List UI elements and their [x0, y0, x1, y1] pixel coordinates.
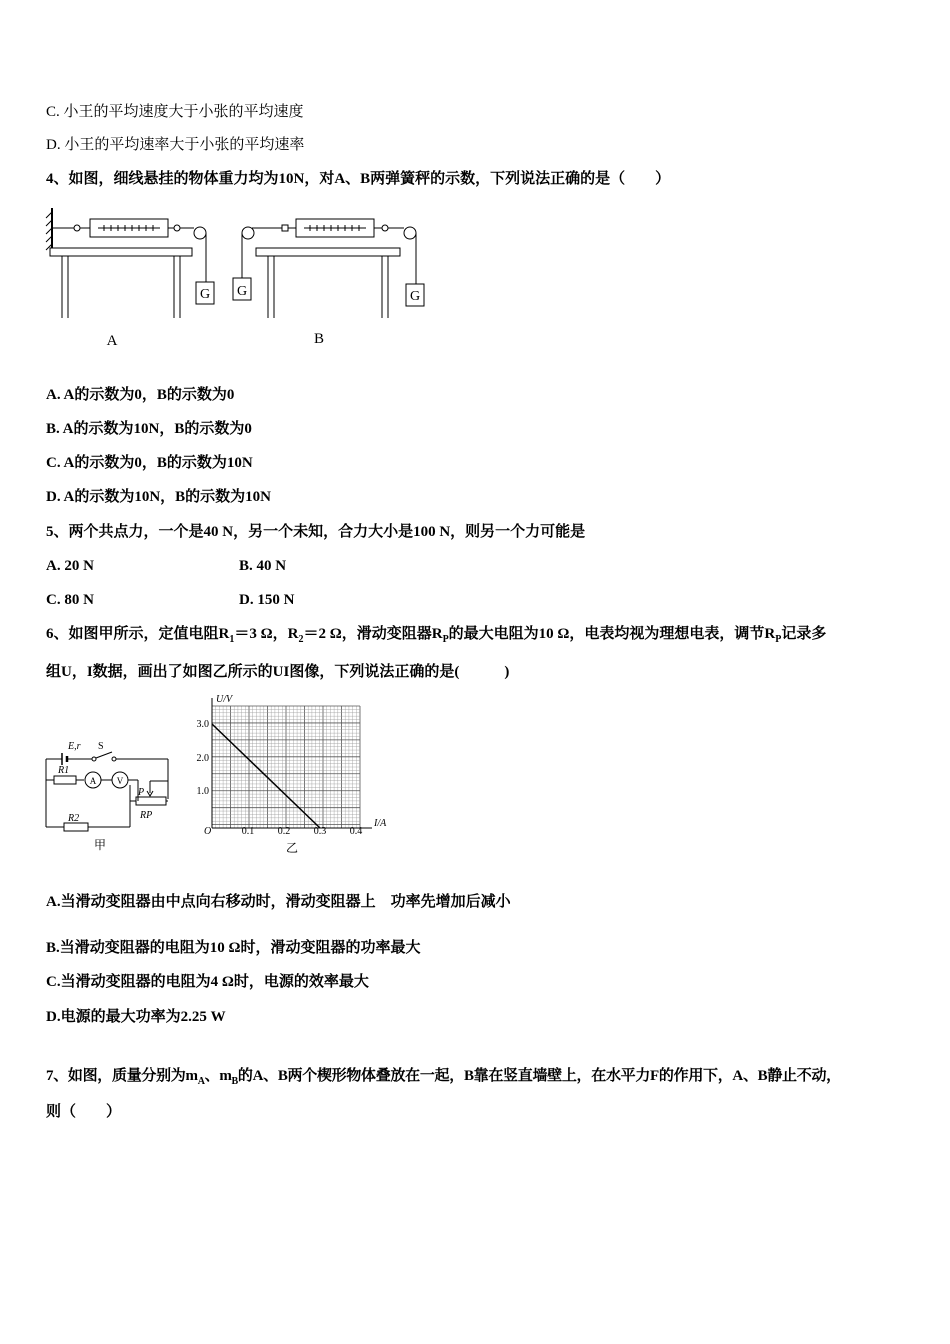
q7-stem-text: 、m: [204, 1068, 232, 1084]
q7-stem-text: 7、如图，质量分别为m: [46, 1068, 198, 1084]
y-axis-label: U/V: [216, 694, 233, 705]
subscript: 2: [298, 634, 304, 645]
fig-label-a: A: [106, 333, 118, 349]
q6-stem-text: 的最大电阻为10 Ω，电表均视为理想电表，调节R: [448, 626, 776, 642]
q7-stem-text: 的A、B两个楔形物体叠放在一起，B靠在竖直墙壁上，在水平力F的作用下，A、B静止不动，: [237, 1068, 841, 1084]
q4-option-b: B. A的示数为10N，B的示数为0: [46, 421, 252, 437]
subscript: P: [775, 634, 782, 645]
label-p: P: [138, 787, 145, 798]
q5-option-c: C. 80 N: [46, 592, 94, 608]
label-r2: R2: [68, 813, 80, 824]
q4-option-d: D. A的示数为10N，B的示数为10N: [46, 489, 272, 505]
x-tick-01: 0.1: [241, 826, 255, 837]
subscript: A: [197, 1076, 205, 1087]
wall: [46, 208, 52, 250]
x-axis-label: I/A: [374, 818, 387, 829]
q4-option-c: C. A的示数为0，B的示数为10N: [46, 455, 253, 471]
subscript: P: [442, 634, 449, 645]
origin-label: O: [204, 826, 212, 837]
graph-caption: 乙: [285, 841, 299, 855]
spring-scale-b: [252, 219, 404, 237]
circuit-caption: 甲: [93, 838, 107, 852]
weight-label-b-right: G: [409, 289, 421, 304]
x-tick-04: 0.4: [349, 826, 363, 837]
label-voltmeter: V: [116, 776, 124, 786]
q3-option-d: D. 小王的平均速率大于小张的平均速率: [46, 137, 305, 153]
q4-stem: 4、如图，细线悬挂的物体重力均为10N，对A、B两弹簧秤的示数，下列说法正确的是（ ）: [46, 171, 671, 187]
weight-label-b-left: G: [236, 284, 248, 299]
q6-stem-text: 记录多: [781, 626, 827, 642]
y-tick-2: 2.0: [196, 753, 209, 764]
q6-stem-line2: 组U，I数据，画出了如图乙所示的UI图像，下列说法正确的是( ): [46, 664, 510, 680]
weight-label-a: G: [199, 287, 211, 302]
q6-option-b: B.当滑动变阻器的电阻为10 Ω时，滑动变阻器的功率最大: [46, 940, 421, 956]
ui-graph: [190, 690, 390, 860]
q5-option-d: D. 150 N: [239, 592, 295, 608]
q4-option-a: A. A的示数为0，B的示数为0: [46, 387, 235, 403]
label-ammeter: A: [89, 776, 97, 786]
pulley-b-right: [404, 227, 416, 239]
q6-option-c: C.当滑动变阻器的电阻为4 Ω时，电源的效率最大: [46, 974, 369, 990]
q4-figure: [44, 200, 434, 355]
q5-stem: 5、两个共点力，一个是40 N，另一个未知，合力大小是100 N，则另一个力可能是: [46, 524, 586, 540]
q7-stem-line2: 则（ ）: [46, 1104, 122, 1120]
table-b: [256, 248, 400, 318]
q5-option-a: A. 20 N: [46, 558, 94, 574]
graph-grid: [212, 706, 360, 828]
label-s: S: [98, 741, 104, 752]
q6-stem-text: 6、如图甲所示，定值电阻R: [46, 626, 230, 642]
spring-scale-a: [52, 219, 194, 237]
q3-option-c: C. 小王的平均速度大于小张的平均速度: [46, 104, 304, 120]
subscript: 1: [229, 634, 235, 645]
q5-option-b: B. 40 N: [239, 558, 287, 574]
y-tick-3: 3.0: [196, 719, 209, 730]
q6-stem-text: ＝2 Ω，滑动变阻器R: [303, 626, 443, 642]
pulley-a: [194, 227, 206, 239]
q6-stem-line1: [46, 624, 826, 650]
q7-stem-line1: [46, 1066, 841, 1092]
label-r1: R1: [58, 765, 70, 776]
table-a: [50, 248, 192, 318]
subscript: B: [231, 1076, 238, 1087]
q6-stem-text: ＝3 Ω，R: [234, 626, 299, 642]
q6-option-a: A.当滑动变阻器由中点向右移动时，滑动变阻器上 功率先增加后减小: [46, 894, 511, 910]
circuit-diagram: [40, 735, 190, 860]
label-er: E,r: [68, 741, 81, 752]
y-tick-1: 1.0: [196, 786, 209, 797]
pulley-b-left: [242, 227, 254, 239]
x-tick-03: 0.3: [313, 826, 327, 837]
fig-label-b: B: [313, 331, 325, 347]
label-rp: RP: [140, 810, 153, 821]
q6-option-d: D.电源的最大功率为2.25 W: [46, 1009, 226, 1025]
x-tick-02: 0.2: [277, 826, 291, 837]
